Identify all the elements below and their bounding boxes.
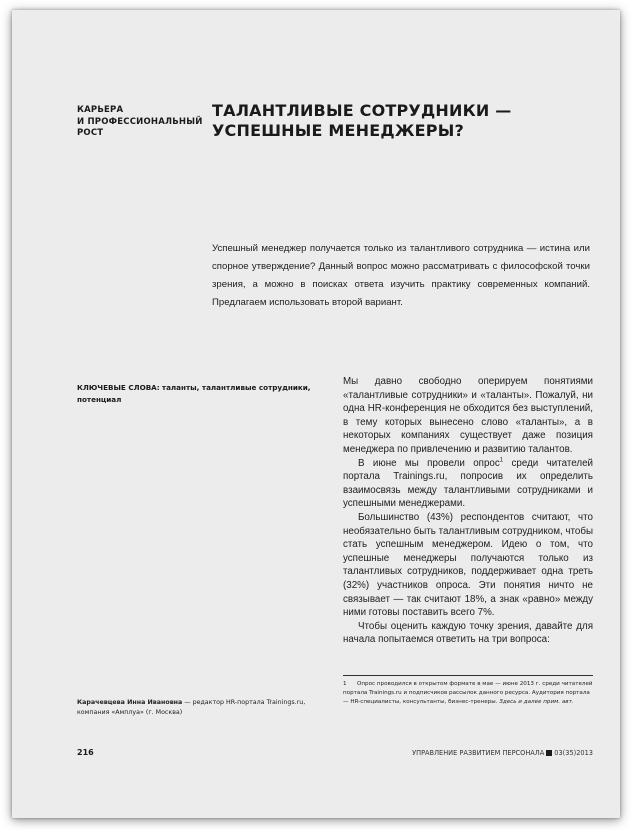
body-text-segment: В июне мы провели опрос [358,457,500,469]
footnote-marker: 1 [499,457,504,464]
body-paragraph: Большинство (43%) респондентов считают, что необязательно быть талантливым сотрудником, чтобы стать успешным менеджером. Идею о том, что успешные менеджеры получаются только из талантливых сотрудников, поддерживает одна треть (32%) участников опроса. Эти понятия ничто не связывает — так считают 18%, а знак «равно» между ними готовы поставить всего 7%. [343,511,594,619]
section-rubric [77,105,227,140]
author-name: Карачевцева Инна Ивановна [77,699,183,706]
body-paragraph: Чтобы оценить каждую точку зрения, давайте для начала попытаемся ответить на три вопроса: [343,620,593,646]
author-info [77,698,327,718]
journal-name: УПРАВЛЕНИЕ РАЗВИТИЕМ ПЕРСОНАЛА [412,749,545,757]
article-lead: Успешный менеджер получается только из талантливого сотрудника — истина или спорное утверждение? Данный вопрос можно рассматривать с философской точки зрения, а можно в поисках ответа изучить практику современных компаний. Предлагаем использовать второй вариант. [212,243,590,308]
rubric-line: РОСТ [77,128,104,138]
body-text-segment: среди читателей портала Trainings.ru, попросив их определить взаимосвязь между талантливыми сотрудниками и успешными менеджерами. [343,457,593,510]
rubric-line: КАРЬЕРА [77,105,124,115]
article-title [212,101,572,141]
author-description: — редактор HR-портала Trainings.ru, компания «Амплуа» (г. Москва) [77,699,306,716]
footnote [343,680,593,707]
keywords-label: КЛЮЧЕВЫЕ СЛОВА: [77,383,160,392]
title-line: ТАЛАНТЛИВЫЕ СОТРУДНИКИ — [212,101,512,120]
footnote-text: Опрос проводился в открытом формате в мае — июне 2013 г. среди читателей портала Trainings.ru и подписчиков рассылок данного ресурса. Аудитория портала — HR-специалисты, консультанты, бизнес-тренеры. [343,681,593,705]
page-number: 216 [77,748,94,757]
footnote-note: Здесь и далее прим. авт. [499,699,574,705]
magazine-page [12,10,620,818]
article-body [343,375,593,647]
keywords-text: таланты, талантливые сотрудники, потенциал [77,383,311,404]
rubric-line: И ПРОФЕССИОНАЛЬНЫЙ [77,116,203,127]
running-title [412,749,593,757]
square-separator-icon [546,750,552,756]
footnote-number: 1 [343,681,347,687]
body-paragraph: Мы давно свободно оперируем понятиями «талантливые сотрудники» и «таланты». Пожалуй, ни одна HR-конференция не обходится без выступлений, в тему которых вынесено слово «таланты», а в некоторых компаниях существует даже позиция менеджера по привлечению и развитию талантов. [343,376,593,455]
keywords-block [77,382,322,405]
title-line: УСПЕШНЫЕ МЕНЕДЖЕРЫ? [212,121,464,140]
body-paragraph [343,457,593,511]
issue-number: 03(35)2013 [554,749,593,757]
footnote-divider [343,675,593,676]
